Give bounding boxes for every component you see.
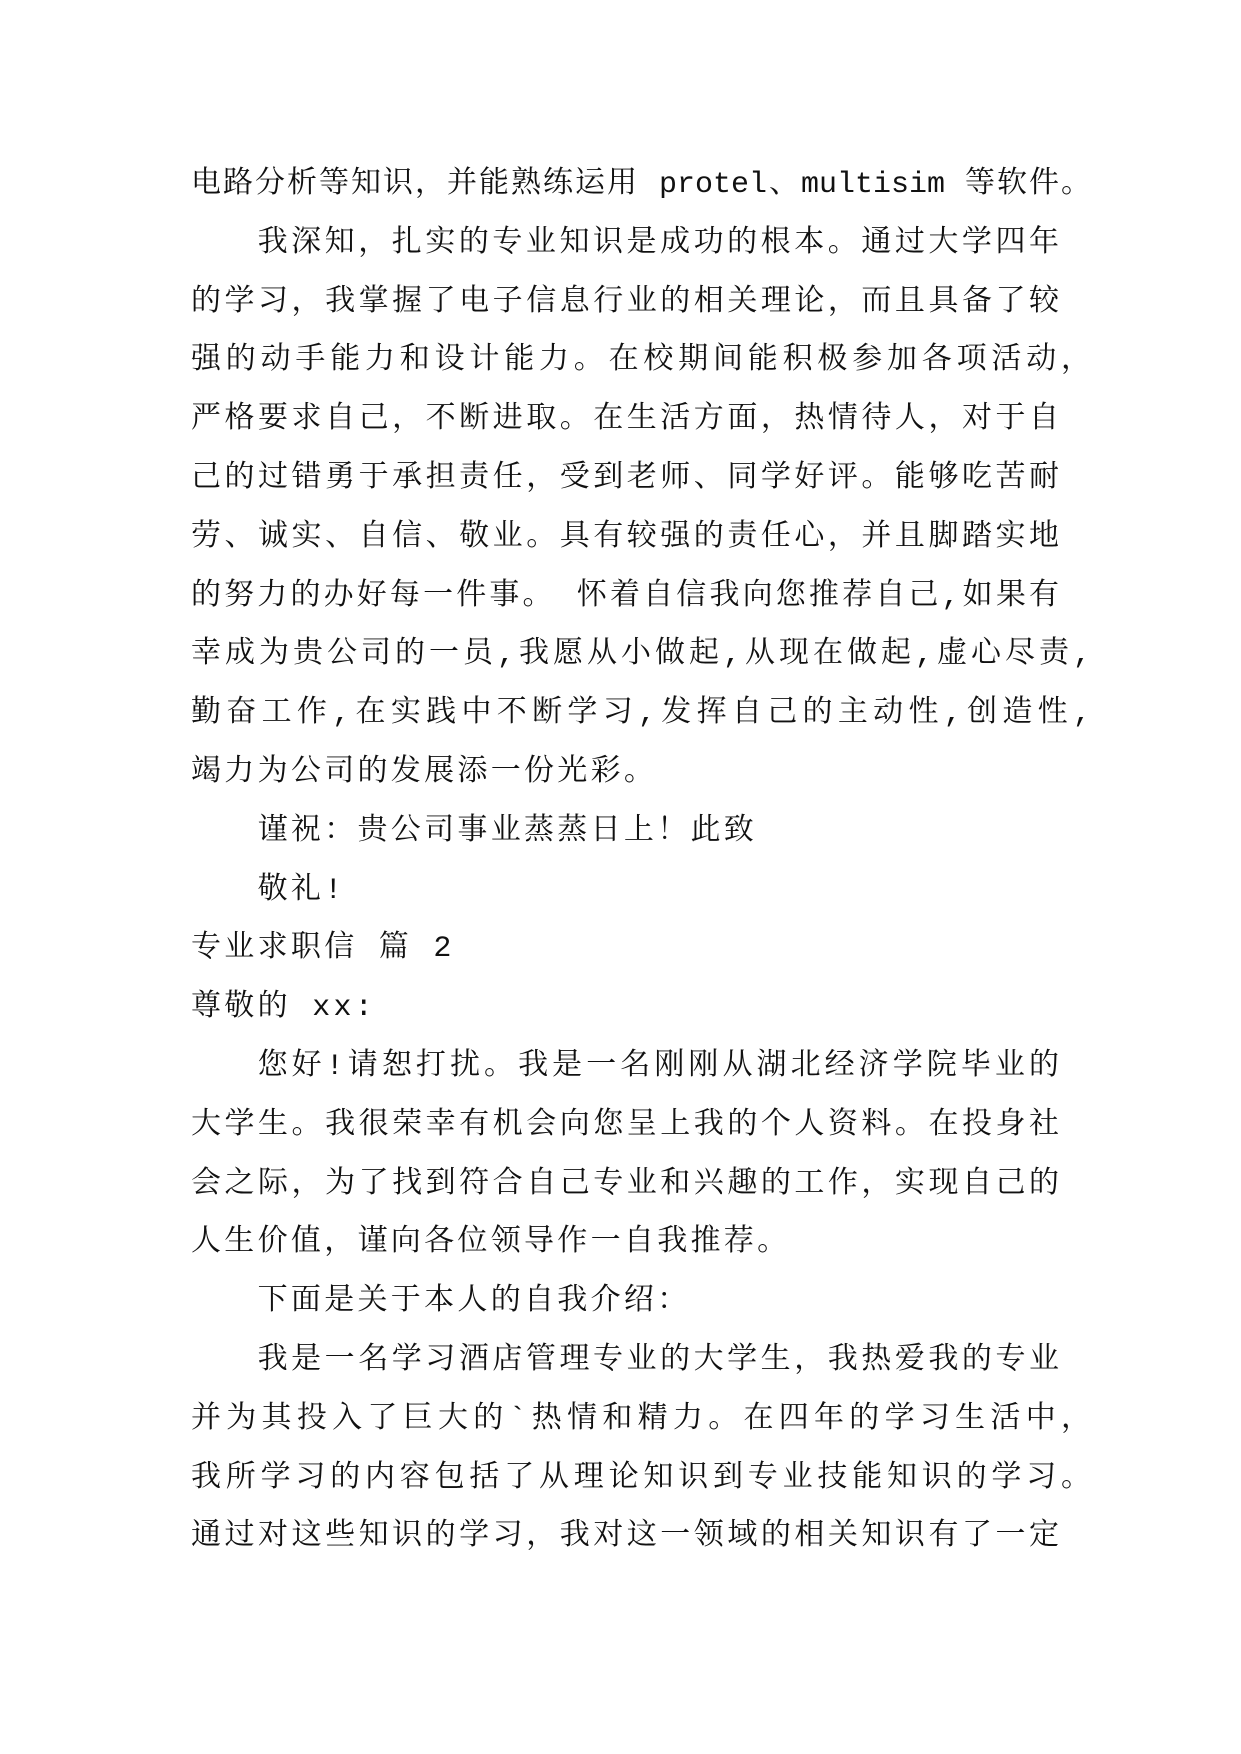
paragraph-line: 会之际，为了找到符合自己专业和兴趣的工作，实现自己的 [191,1167,1059,1202]
salutation: 尊敬的 xx: [191,991,377,1026]
paragraph-line: 我是一名学习酒店管理专业的大学生，我热爱我的专业 [257,1343,1059,1378]
paragraph-line: 我深知，扎实的专业知识是成功的根本。通过大学四年 [257,226,1059,261]
paragraph [191,1038,1101,1273]
letter-2 [191,920,1101,1567]
paragraph-line: 您好!请恕打扰。我是一名刚刚从湖北经济学院毕业的 [257,1049,1059,1084]
document-body [191,156,1101,1567]
paragraph-line: 严格要求自己，不断进取。在生活方面，热情待人，对于自 [191,403,1059,438]
paragraph-line: 劳、诚实、自信、敬业。具有较强的责任心，并且脚踏实地 [191,520,1059,555]
section-heading: 专业求职信 篇 2 [191,932,455,967]
letter-1-ending [191,156,1101,920]
closing-salutation: 敬礼! [257,873,346,908]
paragraph-line: 人生价值，谨向各位领导作一自我推荐。 [191,1226,791,1261]
paragraph-line: 竭力为公司的发展添一份光彩。 [191,755,658,790]
paragraph-line: 幸成为贵公司的一员,我愿从小做起,从现在做起,虚心尽责, [191,638,1091,673]
paragraph-line: 大学生。我很荣幸有机会向您呈上我的个人资料。在投身社 [191,1108,1059,1143]
paragraph-line: 并为其投入了巨大的`热情和精力。在四年的学习生活中， [191,1402,1091,1437]
paragraph [191,215,1101,803]
paragraph-line: 我所学习的内容包括了从理论知识到专业技能知识的学习。 [191,1461,1091,1496]
paragraph-line: 下面是关于本人的自我介绍： [257,1285,691,1320]
paragraph-line: 强的动手能力和设计能力。在校期间能积极参加各项活动， [191,344,1091,379]
paragraph-line: 勤奋工作,在实践中不断学习,发挥自己的主动性,创造性, [191,697,1091,732]
paragraph [191,156,1101,215]
paragraph-line: 的学习，我掌握了电子信息行业的相关理论，而且具备了较 [191,285,1059,320]
paragraph-line: 通过对这些知识的学习，我对这一领域的相关知识有了一定 [191,1520,1059,1555]
paragraph [191,1332,1101,1567]
paragraph [191,1273,1101,1332]
paragraph-line: 己的过错勇于承担责任，受到老师、同学好评。能够吃苦耐 [191,461,1059,496]
closing-wish: 谨祝：贵公司事业蒸蒸日上！此致 [257,814,758,849]
paragraph-line: 电路分析等知识，并能熟练运用 protel、multisim 等软件。 [191,168,1091,202]
paragraph-line: 的努力的办好每一件事。 怀着自信我向您推荐自己,如果有 [191,579,1059,614]
